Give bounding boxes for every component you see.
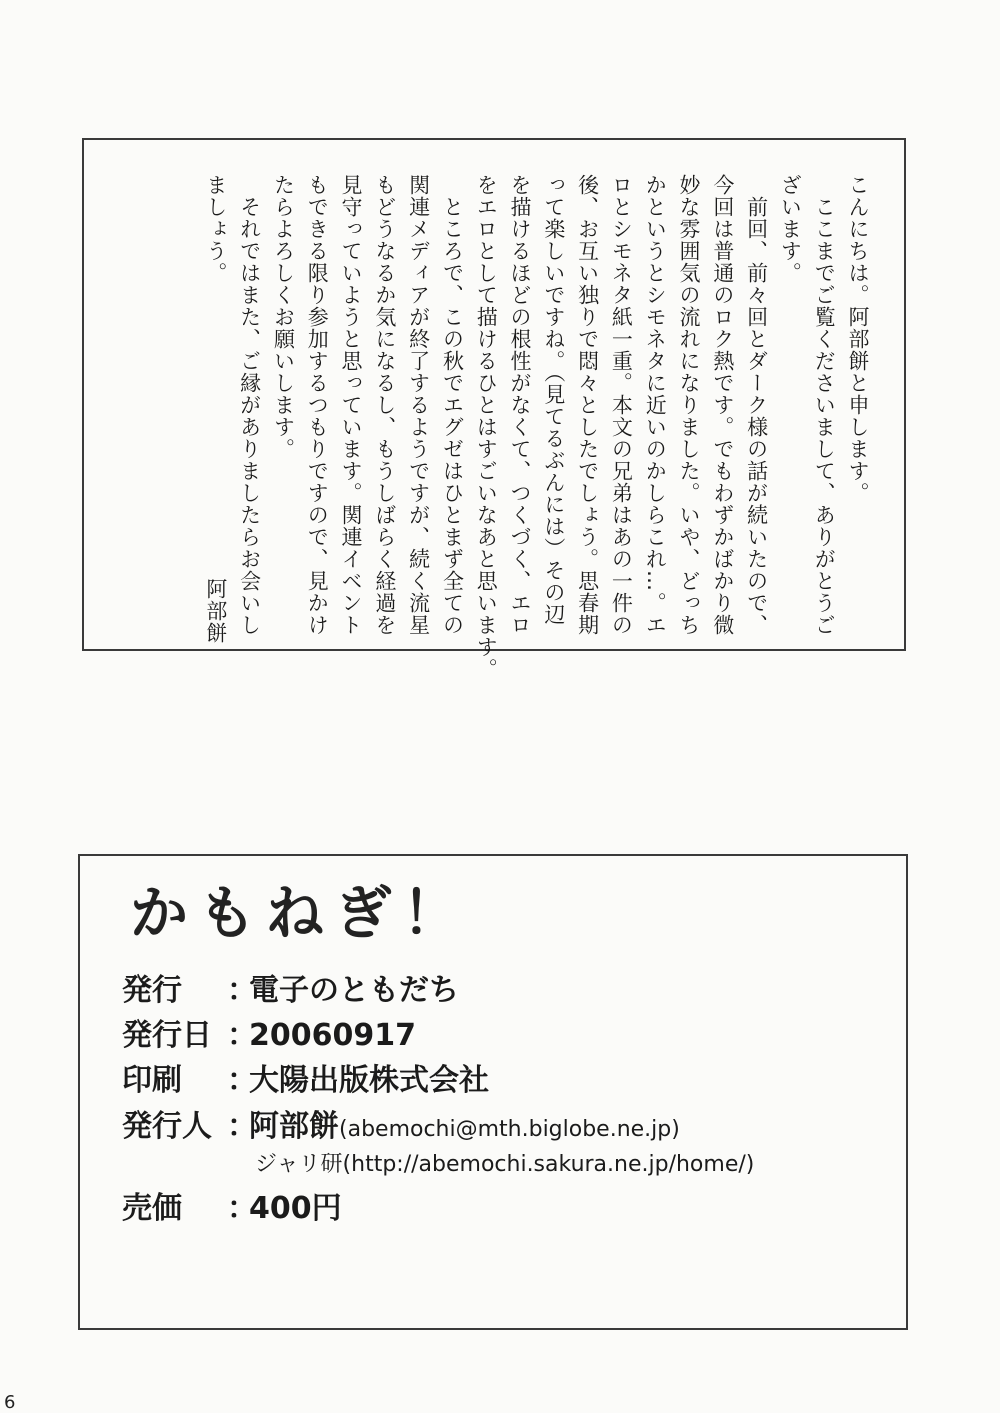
colon: ：	[227, 1109, 257, 1144]
book-title: かもねぎ！	[130, 879, 471, 947]
printer-label: 印刷	[122, 1063, 182, 1098]
circle-row: ジャリ研(http://abemochi.sakura.ne.jp/home/)	[255, 1152, 755, 1177]
afterword-line: こんにちは。阿部餅と申します。	[846, 174, 870, 504]
afterword-line: ロとシモネタ紙一重。本文の兄弟はあの一件の	[609, 174, 634, 636]
printer-row	[122, 1061, 489, 1101]
author-value: 阿部餅	[249, 1109, 339, 1144]
date-label: 発行日	[122, 1018, 212, 1053]
afterword-line: 後、お互い独りで悶々としたでしょう。思春期	[575, 174, 600, 636]
afterword-line: 妙な雰囲気の流れになりました。いや、どっち	[677, 174, 702, 636]
colon: ：	[227, 1018, 257, 1053]
author-label: 発行人	[122, 1109, 212, 1144]
date-row	[122, 1016, 416, 1056]
afterword-line: たらよろしくお願いします。	[271, 174, 296, 460]
colophon-box	[78, 854, 908, 1330]
afterword-line: もできる限り参加するつもりですので、見かけ	[305, 174, 330, 636]
colon: ：	[227, 973, 257, 1008]
afterword-line: をエロとして描けるひとはすごいなあと思います。	[474, 174, 499, 680]
printer-value: 大陽出版株式会社	[249, 1063, 489, 1098]
author-row	[122, 1107, 680, 1147]
afterword-line: ましょう。	[203, 174, 228, 284]
author-email: (abemochi@mth.biglobe.ne.jp)	[339, 1117, 680, 1142]
afterword-line: ざいます。	[778, 174, 803, 284]
afterword-box	[82, 138, 906, 680]
price-row	[122, 1189, 342, 1229]
date-value: 20060917	[249, 1018, 416, 1053]
afterword-line: ここまでご覧くださいまして、ありがとうご	[812, 174, 837, 636]
afterword-line: ところで、この秋でエグゼはひとまず全ての	[440, 174, 465, 636]
afterword-signature: 阿部餅	[203, 578, 228, 644]
colon: ：	[227, 1191, 257, 1226]
afterword-line: 今回は普通のロク熱です。でもわずかばかり微	[710, 174, 735, 636]
price-value: 400円	[249, 1191, 342, 1226]
afterword-line: 前回、前々回とダーク様の話が続いたので、	[744, 174, 769, 636]
publisher-label: 発行	[122, 973, 182, 1008]
afterword-line: を描けるほどの根性がなくて、つくづく、エロ	[508, 174, 533, 636]
afterword-line: かというとシモネタに近いのかしらこれ…。エ	[643, 174, 668, 636]
afterword-line: 関連メディアが終了するようですが、続く流星	[406, 174, 431, 636]
price-label: 売価	[122, 1191, 182, 1226]
afterword-text	[198, 174, 874, 680]
afterword-line: それではまた、ご縁がありましたらお会いし	[237, 174, 262, 636]
page-number: 6	[4, 1392, 16, 1413]
publisher-value: 電子のともだち	[249, 973, 459, 1008]
afterword-line: 見守っていようと思っています。関連イベント	[339, 174, 364, 636]
afterword-line: もどうなるか気になるし、もうしばらく経過を	[372, 174, 397, 636]
afterword-line: って楽しいですね。（見てるぶんには）その辺	[541, 174, 566, 626]
colon: ：	[227, 1063, 257, 1098]
publisher-row	[122, 971, 459, 1011]
